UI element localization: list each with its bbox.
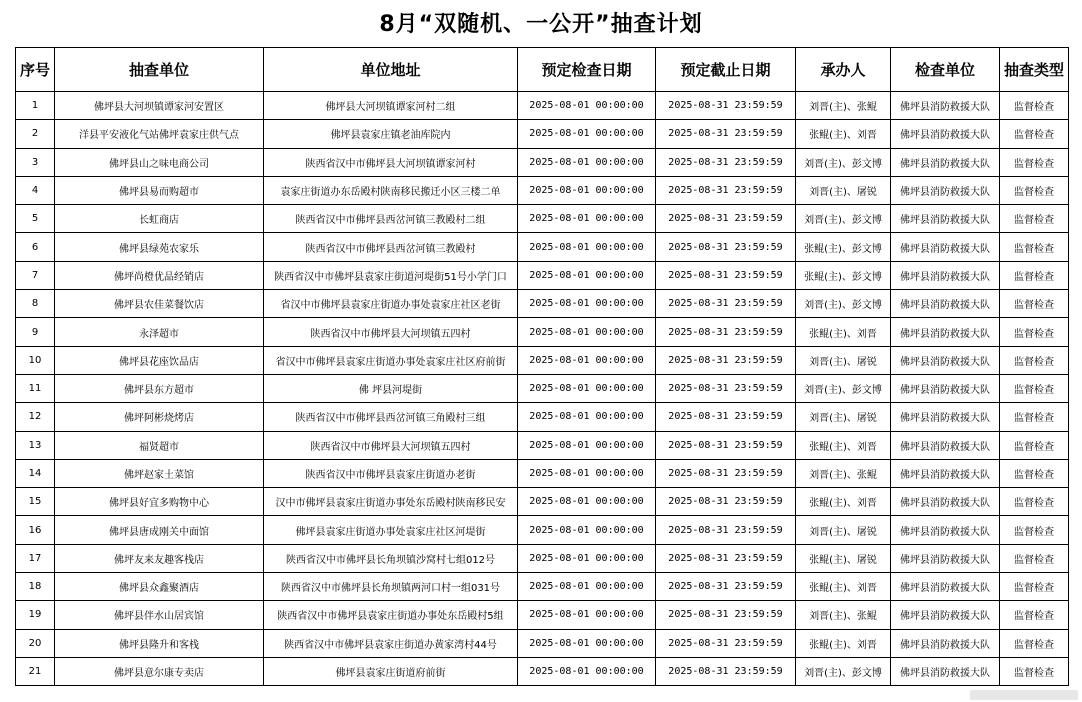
cell-seq: 15 xyxy=(16,488,55,516)
cell-start-date: 2025-08-01 00:00:00 xyxy=(518,176,656,204)
cell-type: 监督检查 xyxy=(1000,516,1069,544)
cell-end-date: 2025-08-31 23:59:59 xyxy=(656,459,796,487)
cell-handler: 刘晋(主)、彭文博 xyxy=(796,290,891,318)
cell-unit: 永泽超市 xyxy=(55,318,264,346)
cell-type: 监督检查 xyxy=(1000,261,1069,289)
cell-start-date: 2025-08-01 00:00:00 xyxy=(518,657,656,685)
table-row xyxy=(16,431,1069,459)
cell-type: 监督检查 xyxy=(1000,233,1069,261)
cell-address: 佛坪县袁家庄街道办事处袁家庄社区河堤街 xyxy=(264,516,518,544)
cell-start-date: 2025-08-01 00:00:00 xyxy=(518,544,656,572)
cell-start-date: 2025-08-01 00:00:00 xyxy=(518,488,656,516)
cell-unit: 佛坪赵家土菜馆 xyxy=(55,459,264,487)
cell-address: 佛坪县袁家庄街道府前街 xyxy=(264,657,518,685)
header-seq: 序号 xyxy=(16,48,55,92)
cell-seq: 11 xyxy=(16,374,55,402)
header-address: 单位地址 xyxy=(264,48,518,92)
cell-handler: 张鲲(主)、刘晋 xyxy=(796,629,891,657)
cell-seq: 12 xyxy=(16,403,55,431)
cell-seq: 20 xyxy=(16,629,55,657)
inspection-plan-table xyxy=(15,47,1069,686)
cell-type: 监督检查 xyxy=(1000,374,1069,402)
cell-seq: 4 xyxy=(16,176,55,204)
cell-handler: 张鲲(主)、刘晋 xyxy=(796,488,891,516)
header-end-date: 预定截止日期 xyxy=(656,48,796,92)
cell-end-date: 2025-08-31 23:59:59 xyxy=(656,403,796,431)
table-row xyxy=(16,459,1069,487)
table-row xyxy=(16,148,1069,176)
header-dept: 检查单位 xyxy=(891,48,1000,92)
cell-end-date: 2025-08-31 23:59:59 xyxy=(656,120,796,148)
cell-start-date: 2025-08-01 00:00:00 xyxy=(518,233,656,261)
cell-address: 陕西省汉中市佛坪县袁家庄街道办事处东岳殿村5组 xyxy=(264,601,518,629)
cell-seq: 10 xyxy=(16,346,55,374)
cell-start-date: 2025-08-01 00:00:00 xyxy=(518,516,656,544)
cell-end-date: 2025-08-31 23:59:59 xyxy=(656,601,796,629)
cell-unit: 佛坪县山之味电商公司 xyxy=(55,148,264,176)
cell-end-date: 2025-08-31 23:59:59 xyxy=(656,657,796,685)
cell-seq: 1 xyxy=(16,92,55,120)
cell-handler: 张鲲(主)、刘晋 xyxy=(796,120,891,148)
cell-dept: 佛坪县消防救援大队 xyxy=(891,403,1000,431)
cell-handler: 张鲲(主)、彭文博 xyxy=(796,233,891,261)
cell-handler: 刘晋(主)、屠锐 xyxy=(796,346,891,374)
cell-start-date: 2025-08-01 00:00:00 xyxy=(518,374,656,402)
cell-dept: 佛坪县消防救援大队 xyxy=(891,290,1000,318)
cell-start-date: 2025-08-01 00:00:00 xyxy=(518,573,656,601)
header-type: 抽查类型 xyxy=(1000,48,1069,92)
cell-type: 监督检查 xyxy=(1000,290,1069,318)
cell-unit: 佛坪县众鑫聚酒店 xyxy=(55,573,264,601)
header-unit: 抽查单位 xyxy=(55,48,264,92)
cell-start-date: 2025-08-01 00:00:00 xyxy=(518,205,656,233)
cell-dept: 佛坪县消防救援大队 xyxy=(891,374,1000,402)
table-row xyxy=(16,516,1069,544)
cell-address: 佛 坪县河堤街 xyxy=(264,374,518,402)
cell-type: 监督检查 xyxy=(1000,318,1069,346)
cell-start-date: 2025-08-01 00:00:00 xyxy=(518,403,656,431)
cell-unit: 佛坪县易而购超市 xyxy=(55,176,264,204)
watermark xyxy=(970,690,1078,700)
cell-type: 监督检查 xyxy=(1000,431,1069,459)
cell-start-date: 2025-08-01 00:00:00 xyxy=(518,261,656,289)
cell-unit: 佛坪县绿苑农家乐 xyxy=(55,233,264,261)
cell-dept: 佛坪县消防救援大队 xyxy=(891,431,1000,459)
cell-seq: 5 xyxy=(16,205,55,233)
cell-end-date: 2025-08-31 23:59:59 xyxy=(656,346,796,374)
cell-type: 监督检查 xyxy=(1000,544,1069,572)
cell-type: 监督检查 xyxy=(1000,92,1069,120)
cell-address: 陕西省汉中市佛坪县大河坝镇五四村 xyxy=(264,431,518,459)
cell-end-date: 2025-08-31 23:59:59 xyxy=(656,205,796,233)
cell-type: 监督检查 xyxy=(1000,403,1069,431)
cell-seq: 9 xyxy=(16,318,55,346)
cell-dept: 佛坪县消防救援大队 xyxy=(891,261,1000,289)
cell-address: 陕西省汉中市佛坪县袁家庄街道办黄家湾村44号 xyxy=(264,629,518,657)
table-header-row xyxy=(16,48,1069,92)
cell-seq: 8 xyxy=(16,290,55,318)
cell-address: 陕西省汉中市佛坪县西岔河镇三教殿村二组 xyxy=(264,205,518,233)
cell-type: 监督检查 xyxy=(1000,657,1069,685)
table-row xyxy=(16,346,1069,374)
cell-dept: 佛坪县消防救援大队 xyxy=(891,573,1000,601)
cell-address: 省汉中市佛坪县袁家庄街道办事处袁家庄社区老街 xyxy=(264,290,518,318)
cell-start-date: 2025-08-01 00:00:00 xyxy=(518,148,656,176)
cell-unit: 佛坪尚橙优品经销店 xyxy=(55,261,264,289)
table-row xyxy=(16,233,1069,261)
table-row xyxy=(16,657,1069,685)
cell-address: 陕西省汉中市佛坪县大河坝镇五四村 xyxy=(264,318,518,346)
cell-end-date: 2025-08-31 23:59:59 xyxy=(656,261,796,289)
cell-handler: 刘晋(主)、张鲲 xyxy=(796,459,891,487)
table-row xyxy=(16,488,1069,516)
table-row xyxy=(16,601,1069,629)
cell-start-date: 2025-08-01 00:00:00 xyxy=(518,431,656,459)
cell-dept: 佛坪县消防救援大队 xyxy=(891,120,1000,148)
table-row xyxy=(16,403,1069,431)
cell-start-date: 2025-08-01 00:00:00 xyxy=(518,459,656,487)
cell-address: 陕西省汉中市佛坪县西岔河镇三教殿村 xyxy=(264,233,518,261)
cell-seq: 17 xyxy=(16,544,55,572)
cell-handler: 刘晋(主)、彭文博 xyxy=(796,657,891,685)
cell-type: 监督检查 xyxy=(1000,601,1069,629)
cell-dept: 佛坪县消防救援大队 xyxy=(891,629,1000,657)
cell-unit: 佛坪县花座饮品店 xyxy=(55,346,264,374)
cell-end-date: 2025-08-31 23:59:59 xyxy=(656,290,796,318)
cell-handler: 刘晋(主)、张鲲 xyxy=(796,601,891,629)
cell-start-date: 2025-08-01 00:00:00 xyxy=(518,346,656,374)
cell-start-date: 2025-08-01 00:00:00 xyxy=(518,629,656,657)
table-row xyxy=(16,120,1069,148)
cell-end-date: 2025-08-31 23:59:59 xyxy=(656,431,796,459)
cell-type: 监督检查 xyxy=(1000,488,1069,516)
cell-address: 陕西省汉中市佛坪县袁家庄街道办老街 xyxy=(264,459,518,487)
cell-handler: 刘晋(主)、屠锐 xyxy=(796,516,891,544)
cell-unit: 佛坪县好宜多购物中心 xyxy=(55,488,264,516)
cell-unit: 长虹商店 xyxy=(55,205,264,233)
cell-type: 监督检查 xyxy=(1000,459,1069,487)
cell-unit: 佛坪县唐成刚关中面馆 xyxy=(55,516,264,544)
cell-address: 陕西省汉中市佛坪县西岔河镇三角殿村三组 xyxy=(264,403,518,431)
cell-seq: 13 xyxy=(16,431,55,459)
table-row xyxy=(16,290,1069,318)
cell-dept: 佛坪县消防救援大队 xyxy=(891,92,1000,120)
table-row xyxy=(16,318,1069,346)
cell-dept: 佛坪县消防救援大队 xyxy=(891,657,1000,685)
cell-type: 监督检查 xyxy=(1000,573,1069,601)
cell-handler: 张鲲(主)、屠锐 xyxy=(796,544,891,572)
cell-dept: 佛坪县消防救援大队 xyxy=(891,233,1000,261)
cell-seq: 6 xyxy=(16,233,55,261)
cell-type: 监督检查 xyxy=(1000,120,1069,148)
cell-address: 陕西省汉中市佛坪县大河坝镇谭家河村 xyxy=(264,148,518,176)
cell-handler: 刘晋(主)、屠锐 xyxy=(796,403,891,431)
table-row xyxy=(16,205,1069,233)
cell-handler: 刘晋(主)、彭文博 xyxy=(796,205,891,233)
cell-unit: 佛坪县意尔康专卖店 xyxy=(55,657,264,685)
cell-seq: 18 xyxy=(16,573,55,601)
cell-end-date: 2025-08-31 23:59:59 xyxy=(656,374,796,402)
table-row xyxy=(16,544,1069,572)
cell-handler: 刘晋(主)、彭文博 xyxy=(796,374,891,402)
cell-dept: 佛坪县消防救援大队 xyxy=(891,205,1000,233)
cell-unit: 佛坪县东方超市 xyxy=(55,374,264,402)
cell-handler: 张鲲(主)、刘晋 xyxy=(796,318,891,346)
cell-end-date: 2025-08-31 23:59:59 xyxy=(656,544,796,572)
cell-end-date: 2025-08-31 23:59:59 xyxy=(656,573,796,601)
cell-address: 佛坪县袁家庄镇老油库院内 xyxy=(264,120,518,148)
cell-type: 监督检查 xyxy=(1000,176,1069,204)
cell-handler: 张鲲(主)、刘晋 xyxy=(796,431,891,459)
cell-unit: 佛坪县大河坝镇谭家河安置区 xyxy=(55,92,264,120)
cell-dept: 佛坪县消防救援大队 xyxy=(891,459,1000,487)
table-row xyxy=(16,573,1069,601)
cell-address: 陕西省汉中市佛坪县袁家庄街道河堤街51号小学门口 xyxy=(264,261,518,289)
cell-type: 监督检查 xyxy=(1000,346,1069,374)
table-row xyxy=(16,92,1069,120)
page-title: 8月“双随机、一公开”抽查计划 xyxy=(379,12,703,37)
cell-end-date: 2025-08-31 23:59:59 xyxy=(656,516,796,544)
cell-start-date: 2025-08-01 00:00:00 xyxy=(518,120,656,148)
cell-end-date: 2025-08-31 23:59:59 xyxy=(656,318,796,346)
cell-start-date: 2025-08-01 00:00:00 xyxy=(518,92,656,120)
cell-type: 监督检查 xyxy=(1000,629,1069,657)
cell-unit: 佛坪县伴水山居宾馆 xyxy=(55,601,264,629)
cell-unit: 福贤超市 xyxy=(55,431,264,459)
cell-seq: 3 xyxy=(16,148,55,176)
cell-end-date: 2025-08-31 23:59:59 xyxy=(656,233,796,261)
cell-dept: 佛坪县消防救援大队 xyxy=(891,516,1000,544)
header-start-date: 预定检查日期 xyxy=(518,48,656,92)
cell-dept: 佛坪县消防救援大队 xyxy=(891,148,1000,176)
cell-address: 陕西省汉中市佛坪县长角坝镇两河口村一组031号 xyxy=(264,573,518,601)
table-row xyxy=(16,629,1069,657)
cell-dept: 佛坪县消防救援大队 xyxy=(891,544,1000,572)
cell-handler: 刘晋(主)、屠锐 xyxy=(796,176,891,204)
cell-type: 监督检查 xyxy=(1000,148,1069,176)
cell-start-date: 2025-08-01 00:00:00 xyxy=(518,601,656,629)
cell-handler: 张鲲(主)、刘晋 xyxy=(796,573,891,601)
cell-address: 省汉中市佛坪县袁家庄街道办事处袁家庄社区府前街 xyxy=(264,346,518,374)
cell-dept: 佛坪县消防救援大队 xyxy=(891,346,1000,374)
cell-unit: 洋县平安液化气站佛坪袁家庄供气点 xyxy=(55,120,264,148)
cell-end-date: 2025-08-31 23:59:59 xyxy=(656,176,796,204)
cell-seq: 14 xyxy=(16,459,55,487)
cell-address: 汉中市佛坪县袁家庄街道办事处东岳殿村陕南移民安 xyxy=(264,488,518,516)
cell-seq: 21 xyxy=(16,657,55,685)
cell-seq: 16 xyxy=(16,516,55,544)
cell-seq: 2 xyxy=(16,120,55,148)
cell-seq: 19 xyxy=(16,601,55,629)
cell-dept: 佛坪县消防救援大队 xyxy=(891,176,1000,204)
cell-end-date: 2025-08-31 23:59:59 xyxy=(656,148,796,176)
cell-seq: 7 xyxy=(16,261,55,289)
table-row xyxy=(16,261,1069,289)
table-row xyxy=(16,374,1069,402)
header-handler: 承办人 xyxy=(796,48,891,92)
cell-end-date: 2025-08-31 23:59:59 xyxy=(656,92,796,120)
cell-start-date: 2025-08-01 00:00:00 xyxy=(518,290,656,318)
cell-unit: 佛坪友来友趣客栈店 xyxy=(55,544,264,572)
cell-handler: 张鲲(主)、彭文博 xyxy=(796,261,891,289)
cell-handler: 刘晋(主)、张鲲 xyxy=(796,92,891,120)
cell-end-date: 2025-08-31 23:59:59 xyxy=(656,488,796,516)
cell-unit: 佛坪县农佳菜餐饮店 xyxy=(55,290,264,318)
cell-start-date: 2025-08-01 00:00:00 xyxy=(518,318,656,346)
table-row xyxy=(16,176,1069,204)
cell-end-date: 2025-08-31 23:59:59 xyxy=(656,629,796,657)
cell-address: 袁家庄街道办东岳殿村陕南移民搬迁小区三楼二单 xyxy=(264,176,518,204)
cell-dept: 佛坪县消防救援大队 xyxy=(891,601,1000,629)
cell-unit: 佛坪阿彬烧烤店 xyxy=(55,403,264,431)
cell-type: 监督检查 xyxy=(1000,205,1069,233)
cell-address: 佛坪县大河坝镇谭家河村二组 xyxy=(264,92,518,120)
cell-handler: 刘晋(主)、彭文博 xyxy=(796,148,891,176)
cell-address: 陕西省汉中市佛坪县长角坝镇沙窝村七组012号 xyxy=(264,544,518,572)
cell-dept: 佛坪县消防救援大队 xyxy=(891,318,1000,346)
cell-unit: 佛坪县隆升和客栈 xyxy=(55,629,264,657)
cell-dept: 佛坪县消防救援大队 xyxy=(891,488,1000,516)
table-body xyxy=(16,92,1069,686)
